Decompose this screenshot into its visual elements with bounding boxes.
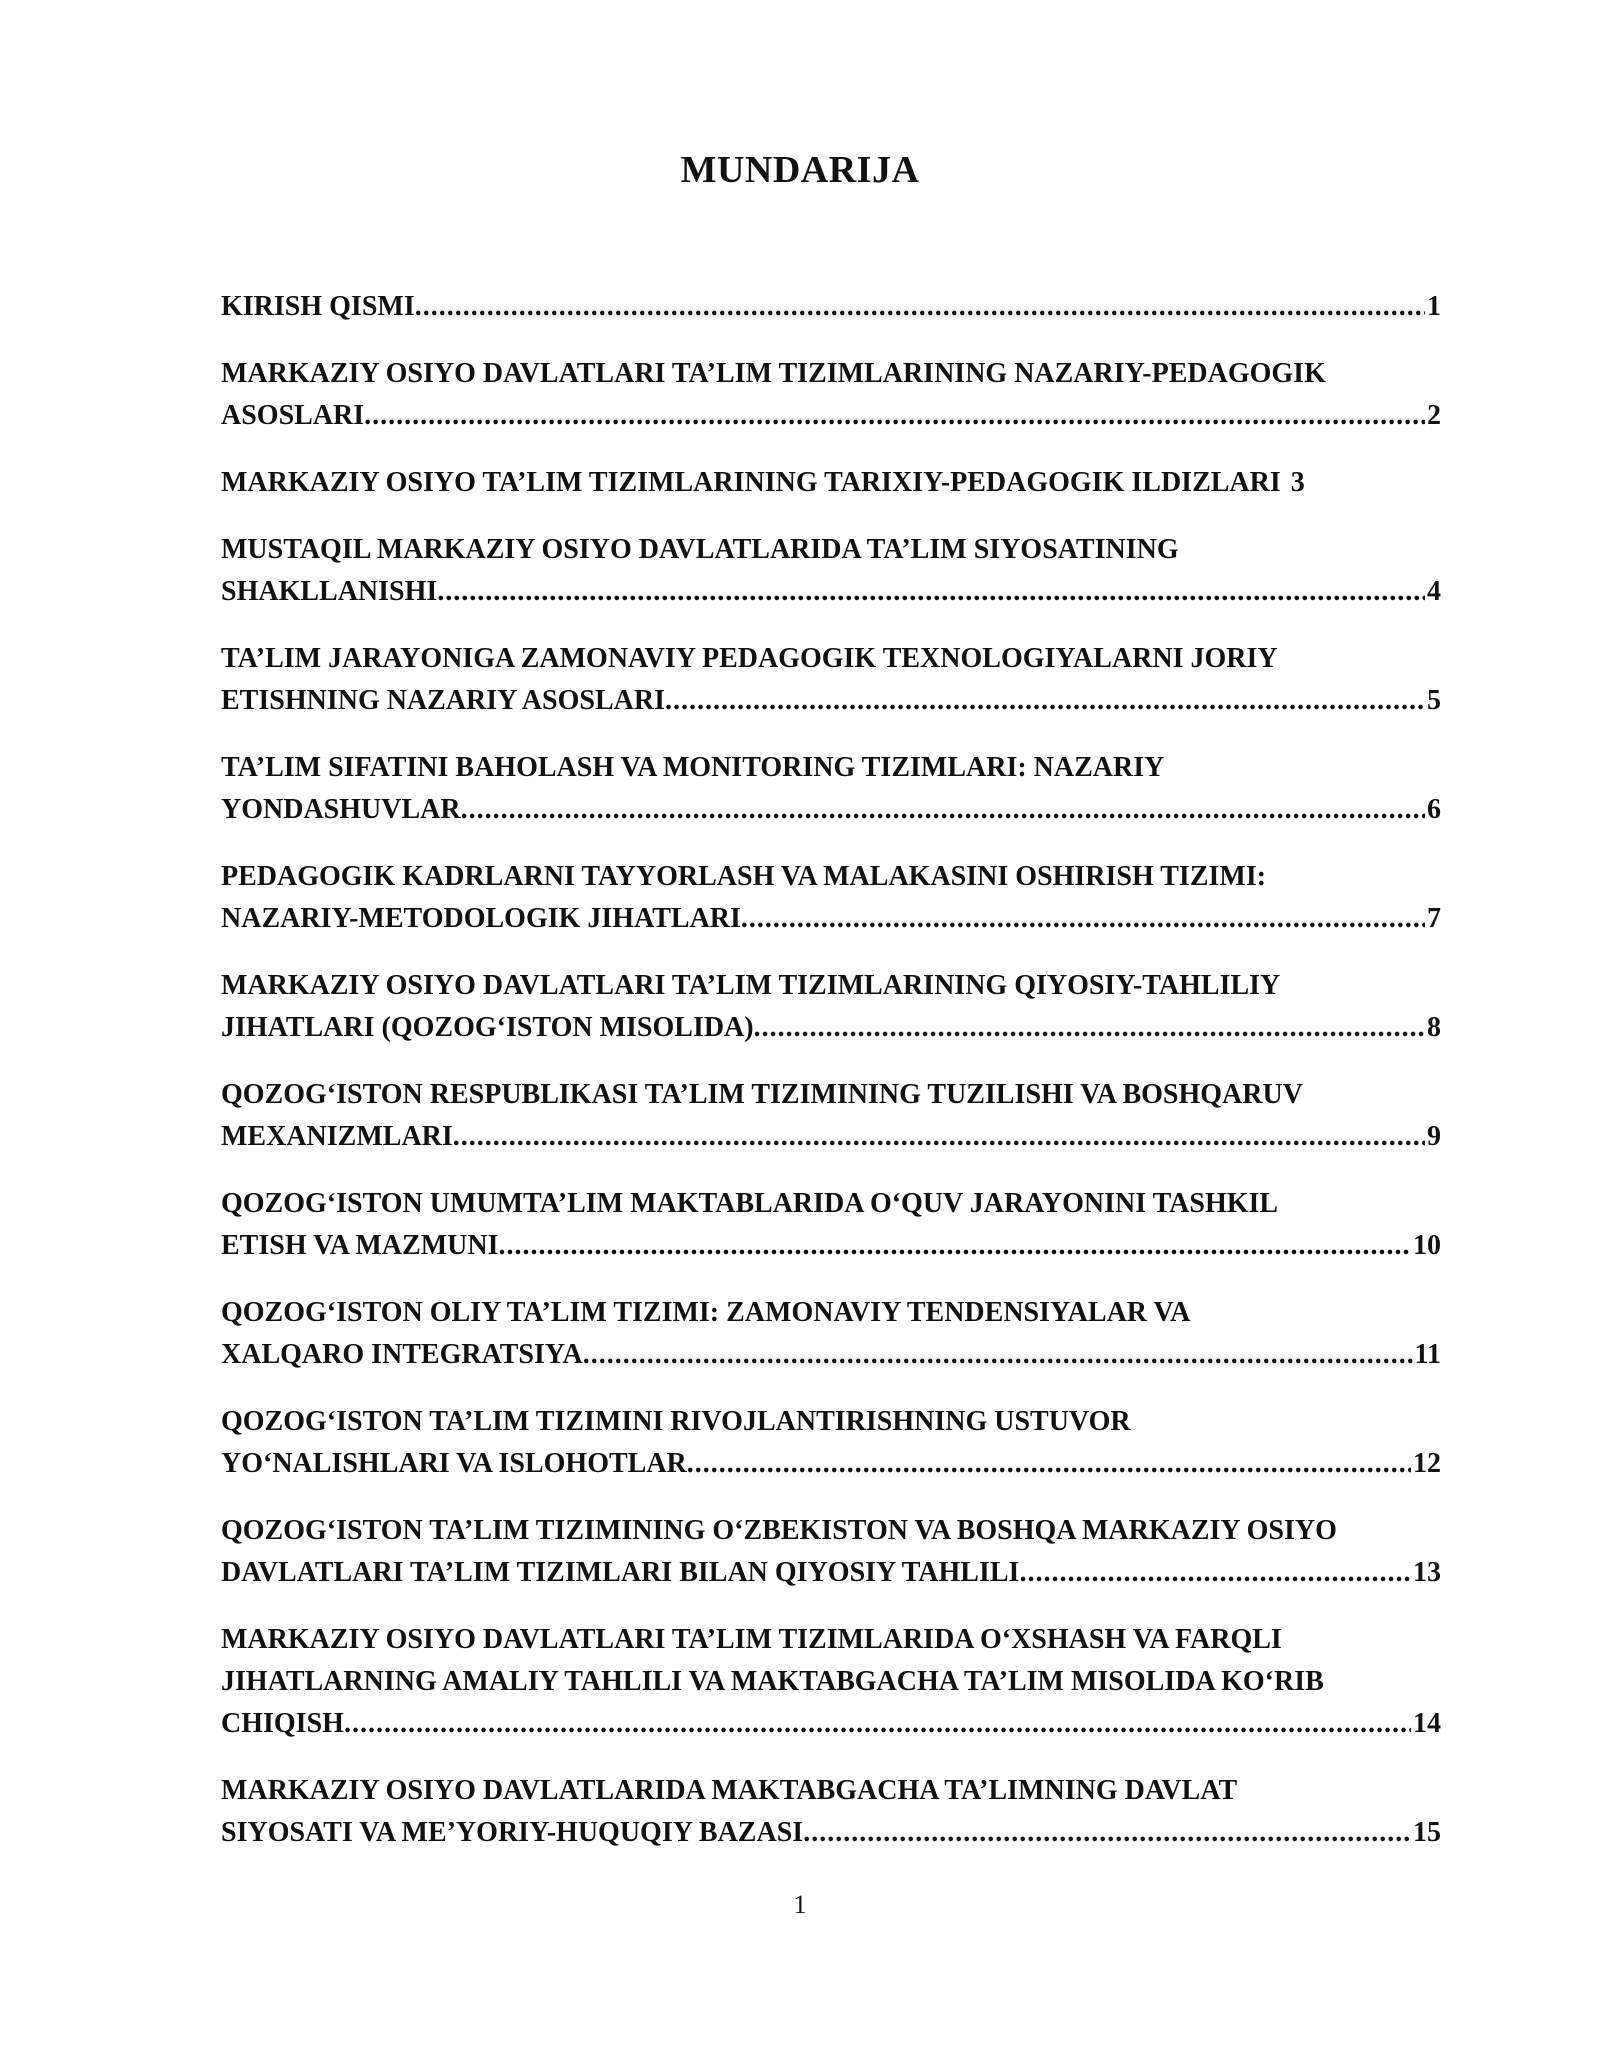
toc-entry-title-line: JIHATLARNING AMALIY TAHLILI VA MAKTABGACHA TA’LIM MISOLIDA KO‘RIB: [221, 1666, 1324, 1697]
toc-entry-page: 5: [1427, 685, 1441, 716]
toc-entry[interactable]: [221, 1074, 1441, 1158]
toc-entry[interactable]: [221, 1183, 1441, 1267]
toc-entry-title-line: MEXANIZMLARI: [221, 1121, 453, 1152]
toc-entry-page: 14: [1413, 1708, 1441, 1739]
toc-entry[interactable]: [221, 1401, 1441, 1485]
toc-entry-page: 13: [1413, 1557, 1441, 1588]
toc-entry-title-line: SHAKLLANISHI: [221, 576, 438, 607]
dot-leader: [741, 898, 1425, 940]
toc-entry[interactable]: [221, 638, 1441, 722]
toc-entry-page: 10: [1413, 1230, 1441, 1261]
toc-entry-title-line: JIHATLARI (QOZOG‘ISTON MISOLIDA): [221, 1012, 754, 1043]
toc-entry-title-line: QOZOG‘ISTON UMUMTA’LIM MAKTABLARIDA O‘QUV JARAYONINI TASHKIL: [221, 1188, 1279, 1219]
toc-entry-title-line: CHIQISH: [221, 1708, 344, 1739]
toc-entry[interactable]: [221, 1292, 1441, 1376]
page-number: 1: [793, 1890, 807, 1919]
dot-leader: [1019, 1552, 1411, 1594]
toc-entry-page: 1: [1427, 291, 1441, 322]
toc-entry[interactable]: [221, 286, 1441, 328]
toc-entry-title-line: QOZOG‘ISTON TA’LIM TIZIMINING O‘ZBEKISTON VA BOSHQA MARKAZIY OSIYO: [221, 1515, 1337, 1546]
toc-entry-title-line: MARKAZIY OSIYO DAVLATLARI TA’LIM TIZIMLARINING QIYOSIY-TAHLILIY: [221, 970, 1281, 1001]
table-of-contents: [221, 286, 1441, 1879]
dot-leader: [687, 1443, 1411, 1485]
toc-entry-page: 4: [1427, 576, 1441, 607]
toc-entry[interactable]: [221, 1619, 1441, 1745]
toc-entry-title-line: PEDAGOGIK KADRLARNI TAYYORLASH VA MALAKASINI OSHIRISH TIZIMI:: [221, 861, 1267, 892]
toc-entry[interactable]: [221, 1770, 1441, 1854]
toc-entry-title-line: NAZARIY-METODOLOGIK JIHATLARI: [221, 903, 741, 934]
toc-entry-title-line: YO‘NALISHLARI VA ISLOHOTLAR: [221, 1448, 687, 1479]
toc-entry-page: 15: [1413, 1817, 1441, 1848]
toc-entry-page: 8: [1427, 1012, 1441, 1043]
dot-leader: [453, 1116, 1425, 1158]
dot-leader: [803, 1812, 1411, 1854]
toc-entry-title-line: SIYOSATI VA ME’YORIY-HUQUQIY BAZASI: [221, 1817, 804, 1848]
toc-entry-page: 12: [1413, 1448, 1441, 1479]
toc-entry[interactable]: [221, 462, 1441, 504]
toc-entry-title-line: QOZOG‘ISTON RESPUBLIKASI TA’LIM TIZIMINING TUZILISHI VA BOSHQARUV: [221, 1079, 1303, 1110]
toc-entry-title-line: MUSTAQIL MARKAZIY OSIYO DAVLATLARIDA TA’LIM SIYOSATINING: [221, 534, 1179, 565]
toc-entry-page: 11: [1414, 1339, 1441, 1370]
dot-leader: [364, 395, 1425, 437]
toc-entry[interactable]: [221, 1510, 1441, 1594]
toc-entry-title-line: KIRISH QISMI: [221, 291, 415, 322]
dot-leader: [498, 1225, 1411, 1267]
toc-entry-title-line: MARKAZIY OSIYO DAVLATLARI TA’LIM TIZIMLARINING NAZARIY-PEDAGOGIK: [221, 358, 1326, 389]
toc-entry-page: 6: [1427, 794, 1441, 825]
toc-entry[interactable]: [221, 965, 1441, 1049]
dot-leader: [415, 286, 1425, 328]
toc-entry-title-line: QOZOG‘ISTON TA’LIM TIZIMINI RIVOJLANTIRISHNING USTUVOR: [221, 1406, 1131, 1437]
toc-entry-title-line: DAVLATLARI TA’LIM TIZIMLARI BILAN QIYOSIY TAHLILI: [221, 1557, 1020, 1588]
toc-entry-title-line: MARKAZIY OSIYO DAVLATLARI TA’LIM TIZIMLARIDA O‘XSHASH VA FARQLI: [221, 1624, 1282, 1655]
toc-entry-title-line: TA’LIM JARAYONIGA ZAMONAVIY PEDAGOGIK TEXNOLOGIYALARNI JORIY: [221, 643, 1278, 674]
dot-leader: [437, 571, 1425, 613]
toc-entry[interactable]: [221, 747, 1441, 831]
toc-entry-title-line: ETISH VA MAZMUNI: [221, 1230, 499, 1261]
dot-leader: [754, 1007, 1425, 1049]
toc-entry-page: 2: [1427, 400, 1441, 431]
toc-entry-title-line: QOZOG‘ISTON OLIY TA’LIM TIZIMI: ZAMONAVIY TENDENSIYALAR VA: [221, 1297, 1191, 1328]
toc-entry-page: 7: [1427, 903, 1441, 934]
page-title: MUNDARIJA: [680, 149, 920, 191]
toc-entry-page: 3: [1290, 467, 1305, 498]
dot-leader: [665, 680, 1425, 722]
dot-leader: [344, 1703, 1411, 1745]
toc-entry-title-line: MARKAZIY OSIYO TA’LIM TIZIMLARINING TARIXIY-PEDAGOGIK ILDIZLARI: [221, 467, 1281, 498]
toc-entry-title-line: ETISHNING NAZARIY ASOSLARI: [221, 685, 665, 716]
toc-entry-title-line: MARKAZIY OSIYO DAVLATLARIDA MAKTABGACHA TA’LIMNING DAVLAT: [221, 1775, 1238, 1806]
toc-entry-title-line: YONDASHUVLAR: [221, 794, 461, 825]
toc-entry[interactable]: [221, 353, 1441, 437]
toc-entry-title-line: TA’LIM SIFATINI BAHOLASH VA MONITORING TIZIMLARI: NAZARIY: [221, 752, 1165, 783]
toc-entry-page: 9: [1427, 1121, 1441, 1152]
toc-entry-title-line: XALQARO INTEGRATSIYA: [221, 1339, 583, 1370]
toc-entry[interactable]: [221, 529, 1441, 613]
dot-leader: [583, 1334, 1413, 1376]
dot-leader: [461, 789, 1425, 831]
toc-entry-title-line: ASOSLARI: [221, 400, 365, 431]
toc-entry[interactable]: [221, 856, 1441, 940]
